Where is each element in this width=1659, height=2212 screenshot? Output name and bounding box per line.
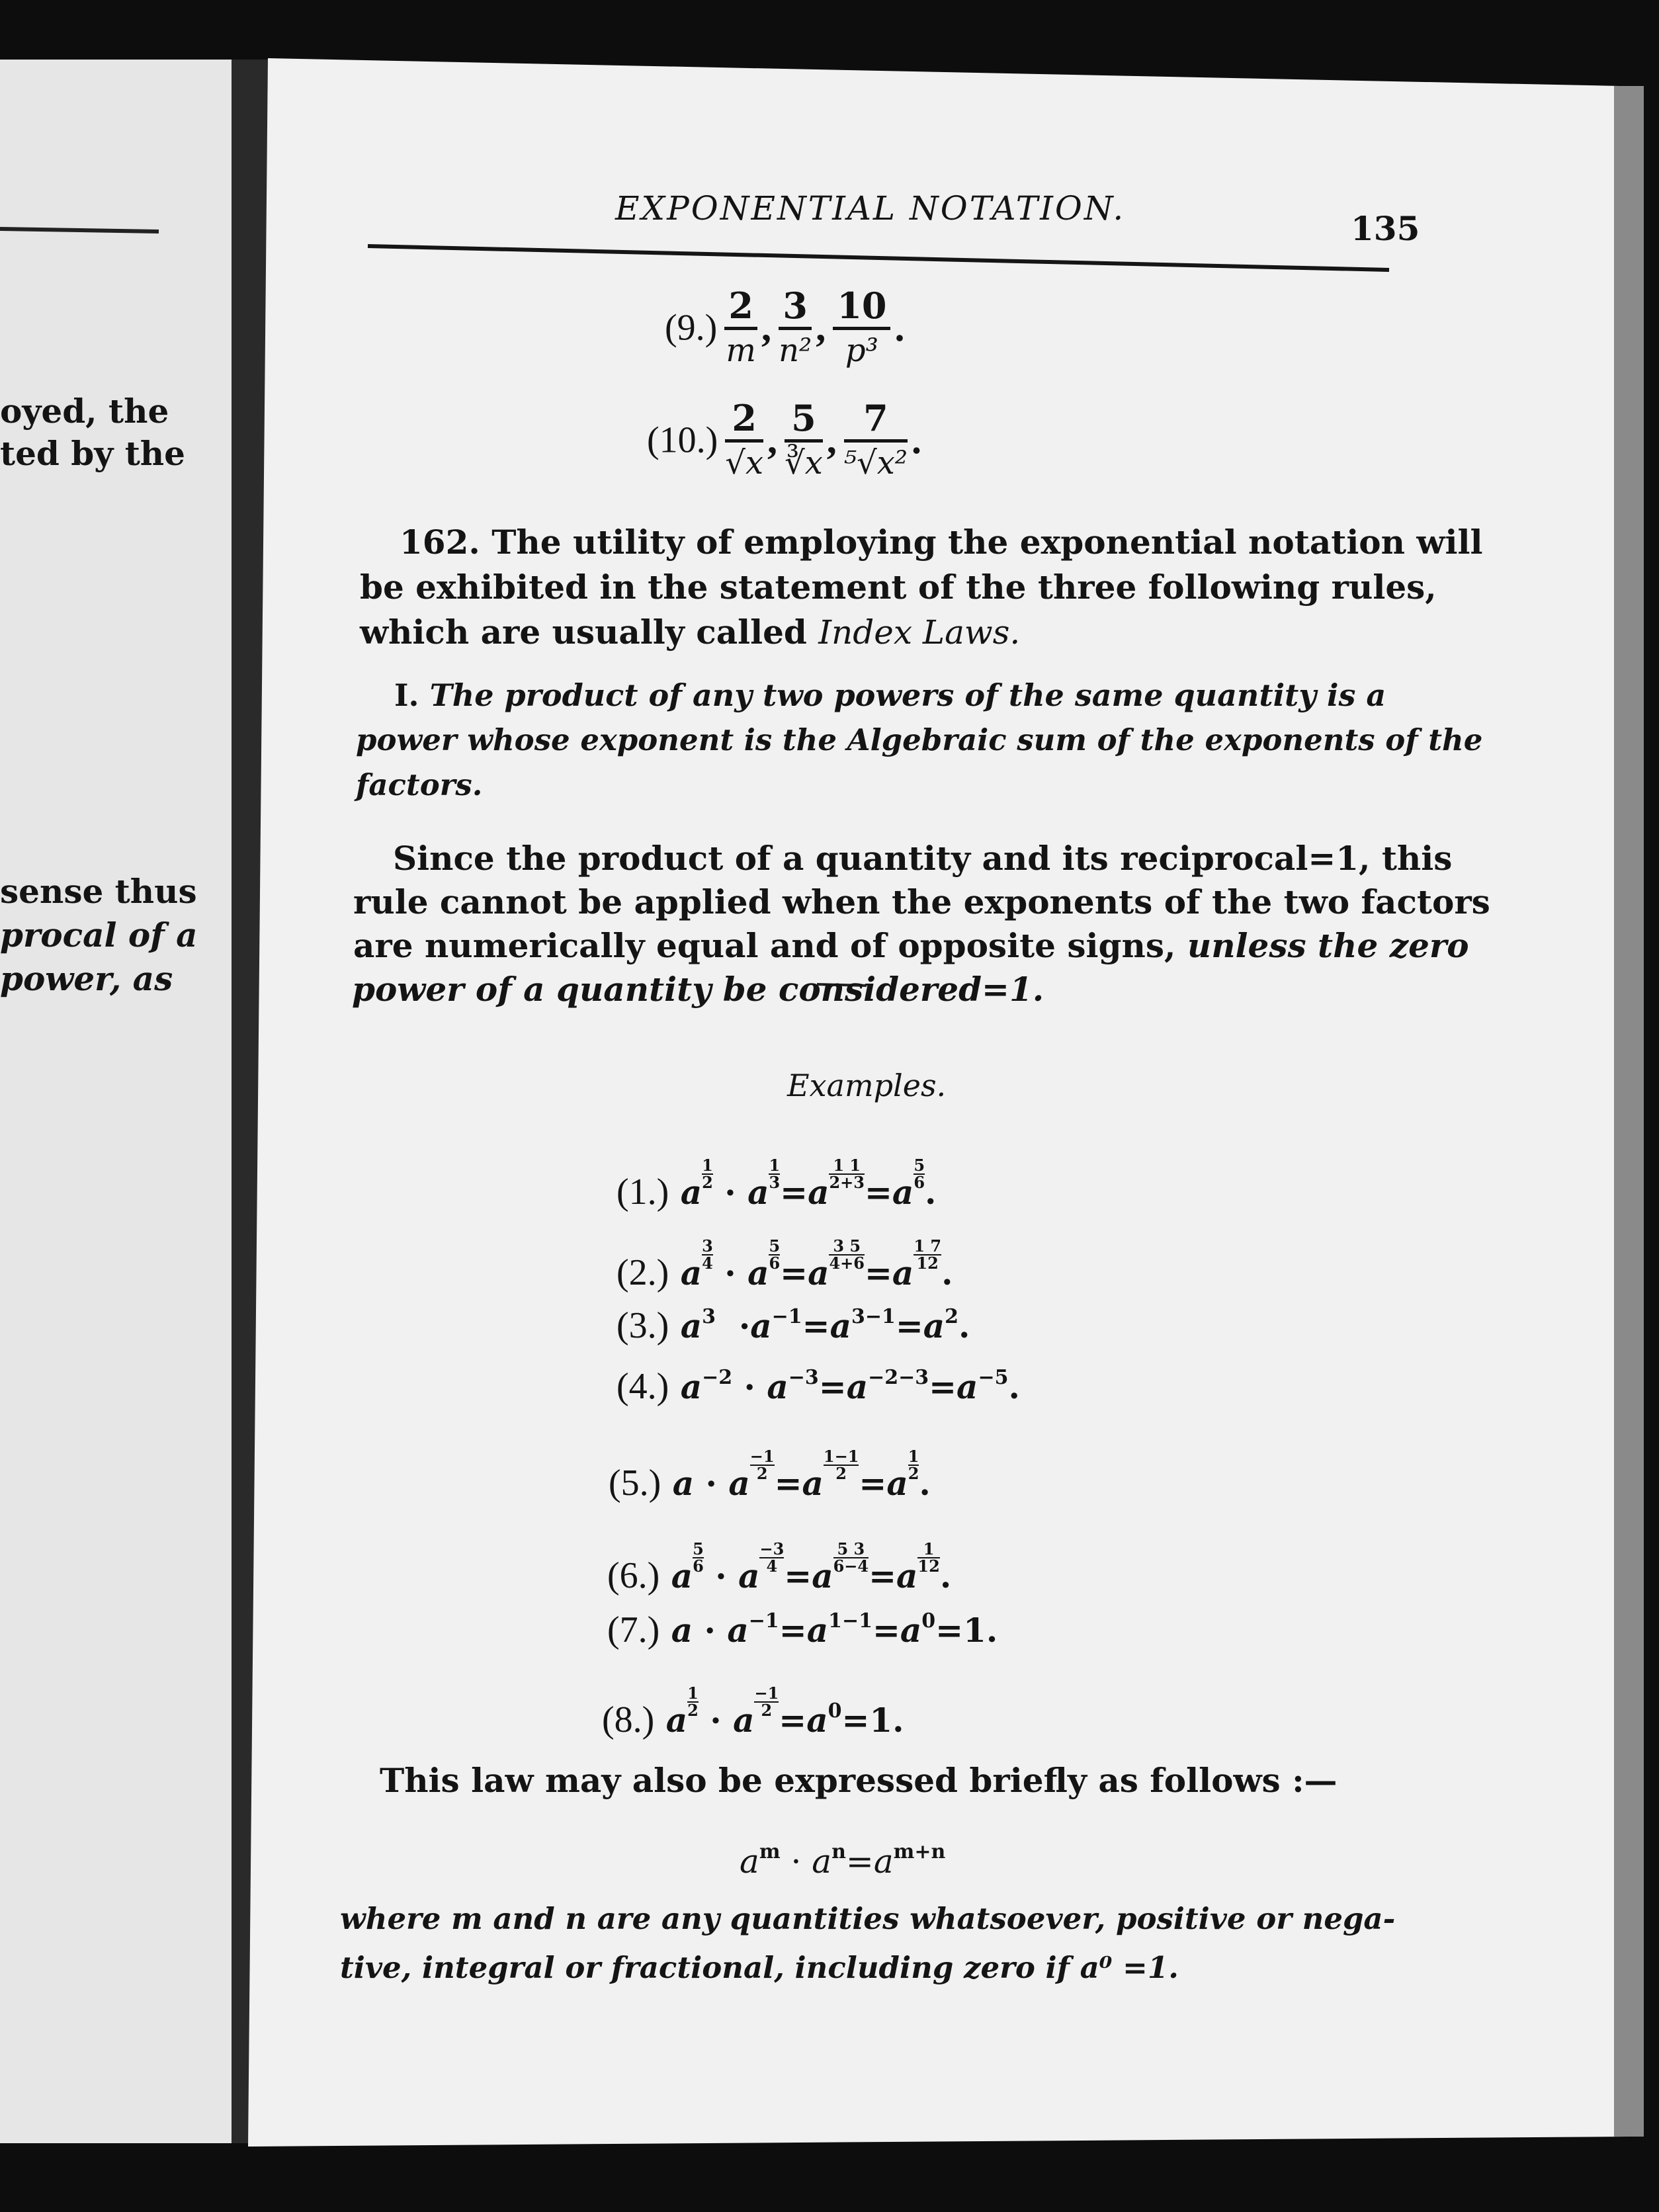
left-header-rule <box>0 229 159 232</box>
note-text: are numerically equal and of opposite signs, <box>353 926 1176 965</box>
page-edge <box>1614 86 1644 2137</box>
base: a <box>873 1842 894 1881</box>
paragraph-line: be exhibited in the statement of the three following rules, <box>360 568 1437 607</box>
example-label: (1.) <box>617 1171 669 1212</box>
left-page-line: ted by the <box>0 434 185 473</box>
exercise-row: (10.) $\frac{2}{√x}$ , $\frac{5}{∛x}$ , $\frac{7}{\text{⁵√x²}}$ . <box>647 397 921 484</box>
base: a <box>680 1173 702 1212</box>
index-laws-term: Index Laws. <box>818 613 1021 652</box>
example-label: (3.) <box>617 1305 669 1346</box>
numerator: 10 <box>833 284 890 330</box>
closing-line: tive, integral or fractional, including zero if a⁰ =1. <box>340 1950 1179 1985</box>
example-row: (6.) a $\frac{5}{6}$ · a $\frac{-3}{4}$ =a $\frac{5 3}{6-4}$ =a $\frac{1}{12}$ . <box>607 1539 952 1596</box>
paragraph-line <box>360 613 1020 652</box>
denominator: m <box>726 332 756 369</box>
rule-line: power whose exponent is the Algebraic sum of the exponents of the <box>356 722 1483 757</box>
paragraph-line <box>400 523 1482 562</box>
denominator: ∛x <box>785 445 823 482</box>
examples-heading: Examples. <box>787 1068 947 1103</box>
exponent: m <box>759 1840 781 1863</box>
exponent: $\frac{5}{6}$ <box>693 1539 704 1576</box>
exponent: m+n <box>893 1840 946 1863</box>
numerator: 7 <box>844 397 908 443</box>
exponent: $\frac{1}{2}$ <box>908 1447 919 1483</box>
exponent: n <box>831 1840 846 1863</box>
exercise-label: (10.) <box>647 419 718 461</box>
fraction <box>785 397 823 484</box>
rule-line <box>394 677 1386 713</box>
numerator: 2 <box>724 284 757 330</box>
equals: = <box>845 1842 874 1881</box>
denominator: ⁵√x² <box>843 445 908 482</box>
denominator: n² <box>779 332 812 369</box>
example-row: (7.) $a \cdot a^{-1}=a^{1-1}=a^0=1$. <box>607 1609 998 1650</box>
fraction <box>724 284 757 371</box>
dot: · <box>790 1842 802 1881</box>
rule-line: factors. <box>356 767 483 802</box>
fraction <box>833 284 890 371</box>
example-row: (8.) a $\frac{1}{2}$ · a $\frac{-1}{2}$ $=a^0=1$. <box>602 1683 904 1740</box>
exponent: $\frac{3 5}{4+6}$ <box>829 1236 865 1273</box>
paragraph-text: which are usually called <box>360 613 807 652</box>
example-label: (8.) <box>602 1699 655 1740</box>
law-formula <box>740 1840 945 1881</box>
base: a <box>812 1842 832 1881</box>
exponent: $\frac{1}{2}$ <box>702 1156 713 1192</box>
exponent: $\frac{1 1}{2+3}$ <box>829 1156 865 1192</box>
note-line <box>353 926 1469 965</box>
closing-line: where m and n are any quantities whatsoever, positive or nega- <box>340 1901 1396 1936</box>
exponent: $\frac{3}{4}$ <box>702 1236 713 1273</box>
note-line: rule cannot be applied when the exponents of the two factors <box>353 882 1490 921</box>
exponent: $\frac{1}{2}$ <box>687 1683 699 1720</box>
example-row: (5.) a · a $\frac{-1}{2}$ =a $\frac{1-1}{2}$ =a $\frac{1}{2}$ . <box>609 1447 931 1504</box>
exponent: $\frac{1}{3}$ <box>769 1156 781 1192</box>
example-row: (4.) $a^{-2} \cdot a^{-3}=a^{-2-3}=a^{-5}$. <box>617 1366 1020 1407</box>
exercise-row: (9.) $\frac{2}{m}$ , $\frac{3}{\text{n²}}$ , $\frac{10}{\text{p³}}$ . <box>665 284 904 371</box>
section-number: 162. <box>400 523 480 562</box>
example-label: (7.) <box>607 1609 660 1650</box>
left-page-line: sense thus <box>0 872 197 911</box>
fraction <box>844 397 908 484</box>
numerator: 2 <box>725 397 763 443</box>
left-page-line: oyed, the <box>0 392 169 431</box>
numerator: 5 <box>785 397 823 443</box>
exponent: $\frac{-3}{4}$ <box>759 1539 785 1576</box>
note-line: power of a quantity be considered=1. <box>352 970 1044 1009</box>
exponent: $\frac{-1}{2}$ <box>749 1447 775 1483</box>
example-row: (3.) $a^3 \cdot a^{-1}=a^{3-1}=a^2$. <box>617 1305 970 1346</box>
fraction <box>779 284 812 371</box>
exponent: $\frac{-1}{2}$ <box>754 1683 779 1720</box>
example-label: (4.) <box>617 1366 669 1407</box>
example-row: (1.) a $\frac{1}{2}$ · a $\frac{1}{3}$ =a $\frac{1 1}{2+3}$ =a $\frac{5}{6}$ . <box>617 1156 937 1212</box>
note-line: Since the product of a quantity and its reciprocal=1, this <box>393 839 1453 878</box>
numerator: 3 <box>779 284 812 330</box>
exponent: $\frac{1}{12}$ <box>917 1539 940 1576</box>
denominator: p³ <box>845 332 878 369</box>
rule-numeral: I. <box>394 677 419 713</box>
exponent: $\frac{1-1}{2}$ <box>823 1447 859 1483</box>
law-intro: This law may also be expressed briefly as follows :— <box>380 1761 1338 1800</box>
left-page-line: procal of a <box>0 915 198 955</box>
rule-text: The product of any two powers of the same quantity is a <box>429 677 1386 713</box>
exponent: $\frac{5}{6}$ <box>769 1236 781 1273</box>
base: a <box>740 1842 759 1881</box>
exponent: $\frac{1 7}{12}$ <box>914 1236 942 1273</box>
fraction <box>725 397 763 484</box>
left-page <box>0 60 238 2143</box>
exponent: $\frac{5 3}{6-4}$ <box>833 1539 869 1576</box>
example-label: (2.) <box>617 1252 669 1293</box>
example-row: (2.) a $\frac{3}{4}$ · a $\frac{5}{6}$ =a $\frac{3 5}{4+6}$ =a $\frac{1 7}{12}$ . <box>617 1236 953 1293</box>
note-emphasis: unless the zero <box>1187 926 1469 965</box>
left-page-line: power, as <box>0 959 173 998</box>
denominator: √x <box>725 445 764 482</box>
paragraph-text: The utility of employing the exponential notation will <box>491 523 1483 562</box>
example-label: (6.) <box>607 1555 660 1596</box>
running-title: EXPONENTIAL NOTATION. <box>615 189 1126 228</box>
page-number: 135 <box>1351 209 1420 248</box>
example-label: (5.) <box>609 1463 661 1504</box>
exercise-label: (9.) <box>665 307 718 349</box>
exponent: $\frac{5}{6}$ <box>914 1156 925 1192</box>
